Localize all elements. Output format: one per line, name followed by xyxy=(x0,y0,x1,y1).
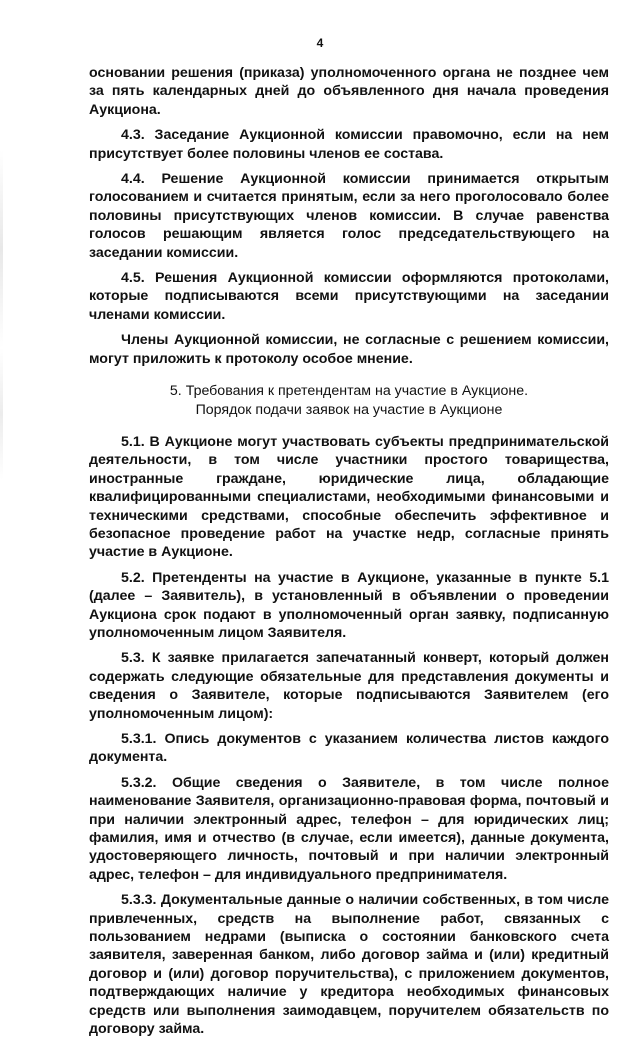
paragraph-5-3-1: 5.3.1. Опись документов с указанием количества листов каждого документа. xyxy=(89,731,609,766)
paragraph-4-3: 4.3. Заседание Аукционной комиссии правомочно, если на нем присутствует более половины членов ее состава. xyxy=(89,127,609,162)
paragraph-4-4: 4.4. Решение Аукционной комиссии принимается открытым голосованием и считается принятым, если за него проголосовало более половины присутствующих членов комиссии. В случае равенства голосов решающим является голос председательствующего на заседании комиссии. xyxy=(89,171,609,261)
paragraph-members: Члены Аукционной комиссии, не согласные с решением комиссии, могут приложить к протоколу особое мнение. xyxy=(89,332,609,367)
paragraph-5-2: 5.2. Претенденты на участие в Аукционе, указанные в пункте 5.1 (далее – Заявитель), в установленный в объявлении о проведении Аукциона срок подают в уполномоченный орган заявку, подписанную уполномоченным лицом Заявителя. xyxy=(89,569,609,641)
scan-edge-mark xyxy=(0,150,3,480)
page-number: 4 xyxy=(316,36,324,50)
section-5-heading-line2: Порядок подачи заявок на участие в Аукционе xyxy=(195,401,503,418)
document-body xyxy=(89,64,609,1046)
paragraph-5-3: 5.3. К заявке прилагается запечатанный конверт, который должен содержать следующие обязательные для представления документы и сведения о Заявителе, которые подписываются Заявителем (его уполномоченным лицом): xyxy=(89,650,609,722)
section-5-heading xyxy=(89,382,609,419)
paragraph-5-3-2: 5.3.2. Общие сведения о Заявителе, в том числе полное наименование Заявителя, организационно-правовая форма, почтовый и при наличии электронный адрес, телефон – для юридических лиц; фамилия, имя и отчество (в случае, если имеется), данные документа, удостоверяющего личность, почтовый и при наличии электронный адрес, телефон – для индивидуального предпринимателя. xyxy=(89,774,609,883)
paragraph-4-5: 4.5. Решения Аукционной комиссии оформляются протоколами, которые подписываются всеми присутствующими на заседании членами комиссии. xyxy=(89,270,609,323)
section-5-heading-line1: 5. Требования к претендентам на участие в Аукционе. xyxy=(169,383,529,400)
paragraph-5-1: 5.1. В Аукционе могут участвовать субъекты предпринимательской деятельности, в том числе участники простого товарищества, иностранные граждане, юридические лица, обладающие квалифицированными специалистами, необходимыми финансовыми и техническими средствами, способные обеспечить эффективное и безопасное проведение работ на участке недр, согласные принять участие в Аукционе. xyxy=(89,433,609,561)
paragraph-5-3-3: 5.3.3. Документальные данные о наличии собственных, в том числе привлеченных, средств на выполнение работ, связанных с пользованием недрами (выписка о состоянии банковского счета заявителя, заверенная банком, либо договор займа и (или) кредитный договор и (или) договор поручительства), с приложением документов, подтверждающих наличие у кредитора необходимых финансовых средств или выполнения заимодавцем, поручителем обязательств по договору займа. xyxy=(89,892,609,1038)
paragraph-intro: основании решения (приказа) уполномоченного органа не позднее чем за пять календарных дней до объявленного дня начала проведения Аукциона. xyxy=(89,65,609,118)
